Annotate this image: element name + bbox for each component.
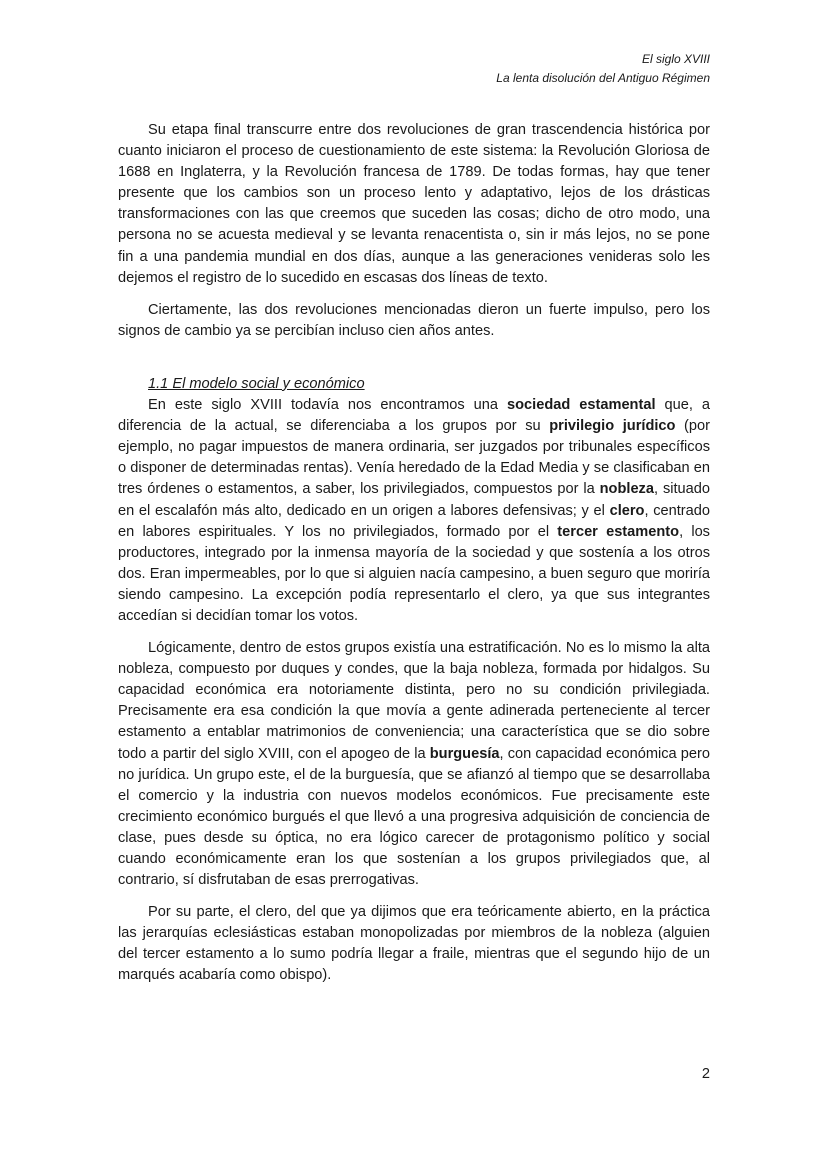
- text-run: , centrado en labores espirituales. Y los no privilegiados, formado por el: [118, 502, 711, 540]
- text-run: (por ejemplo, no pagar impuestos de manera ordinaria, ser juzgados por tribunales específicos o disponer de determinadas rentas). Venía heredado de la Edad Media y se clasificaban en tres órdenes o estamentos, a saber, los privilegiados, compuestos por la: [118, 418, 711, 498]
- paragraph: [118, 395, 710, 627]
- text-run: Lógicamente, dentro de estos grupos existía una estratificación. No es lo mismo la alta nobleza, compuesto por duques y condes, que la baja nobleza, formada por hidalgos. Su capacidad económica era notoriamente distinta, pero no su condición privilegiada. Precisamente era esa condición la que movía a gente adinerada perteneciente al tercer estamento a entablar matrimonios de conveniencia; una característica que se dio sobre todo a partir del siglo XVIII, con el apogeo de la: [118, 640, 710, 762]
- bold-term: clero: [609, 502, 645, 519]
- text-run: En este siglo XVIII todavía nos encontramos una: [148, 397, 508, 414]
- header-title: El siglo XVIII: [641, 52, 710, 66]
- bold-term: sociedad estamental: [507, 397, 656, 414]
- document-body: [118, 120, 710, 998]
- text-run: que, a diferencia de la actual, se diferenciaba a los grupos por su: [118, 397, 710, 435]
- page-number: 2: [701, 1066, 710, 1082]
- paragraph: [118, 638, 710, 891]
- paragraph: [118, 120, 710, 289]
- text-run: , situado en el escalafón más alto, dedicado en un origen a labores defensivas; y el: [118, 481, 711, 519]
- text-run: Por su parte, el clero, del que ya dijimos que era teóricamente abierto, en la práctica las jerarquías eclesiásticas estaban monopolizadas por miembros de la nobleza (alguien del tercer estamento a lo sumo podría llegar a fraile, mientras que el segundo hijo de un marqués acabaría como obispo).: [118, 904, 710, 984]
- text-run: Su etapa final transcurre entre dos revoluciones de gran trascendencia histórica por cuanto iniciaron el proceso de cuestionamiento de este sistema: la Revolución Gloriosa de 1688 en Inglaterra, y la Revolución francesa de 1789. De todas formas, hay que tener presente que los cambios son un proceso lento y adaptativo, lejos de los drásticas transformaciones con las que creemos que suceden las cosas; dicho de otro modo, una persona no se acuesta medieval y se levanta renacentista o, sin ir más lejos, no se pone fin a una pandemia mundial en dos días, aunque a las generaciones venideras solo les dejemos el registro de lo sucedido en escasas dos líneas de texto.: [118, 122, 710, 286]
- paragraph: [118, 902, 710, 986]
- text-run: Ciertamente, las dos revoluciones mencionadas dieron un fuerte impulso, pero los signos de cambio ya se percibían incluso cien años antes.: [118, 301, 710, 339]
- page-header: [496, 50, 710, 88]
- bold-term: nobleza: [599, 481, 654, 498]
- section-heading: 1.1 El modelo social y económico: [148, 375, 365, 392]
- text-run: , con capacidad económica pero no jurídica. Un grupo este, el de la burguesía, que se afianzó al tiempo que se desarrollaba el comercio y la industria con nuevos modelos económicos. Fue precisamente este crecimiento económico burgués el que llevó a una progresiva adquisición de conciencia de clase, pues desde su óptica, no era lógico carecer de protagonismo político y social cuando económicamente eran los que sostenían a los grupos privilegiados que, al contrario, sí disfrutaban de esas prerrogativas.: [118, 745, 710, 889]
- text-run: , los productores, integrado por la inmensa mayoría de la sociedad y que sostenía a los otros dos. Eran impermeables, por lo que si alguien nacía campesino, a buen seguro que moriría siendo campesino. La excepción podía representarlo el clero, ya que sus integrantes accedían si decidían tomar los votos.: [118, 523, 710, 624]
- bold-term: burguesía: [429, 745, 500, 762]
- bold-term: privilegio jurídico: [549, 418, 676, 435]
- header-subtitle: La lenta disolución del Antiguo Régimen: [496, 71, 710, 85]
- paragraph: [118, 300, 710, 342]
- bold-term: tercer estamento: [557, 523, 680, 540]
